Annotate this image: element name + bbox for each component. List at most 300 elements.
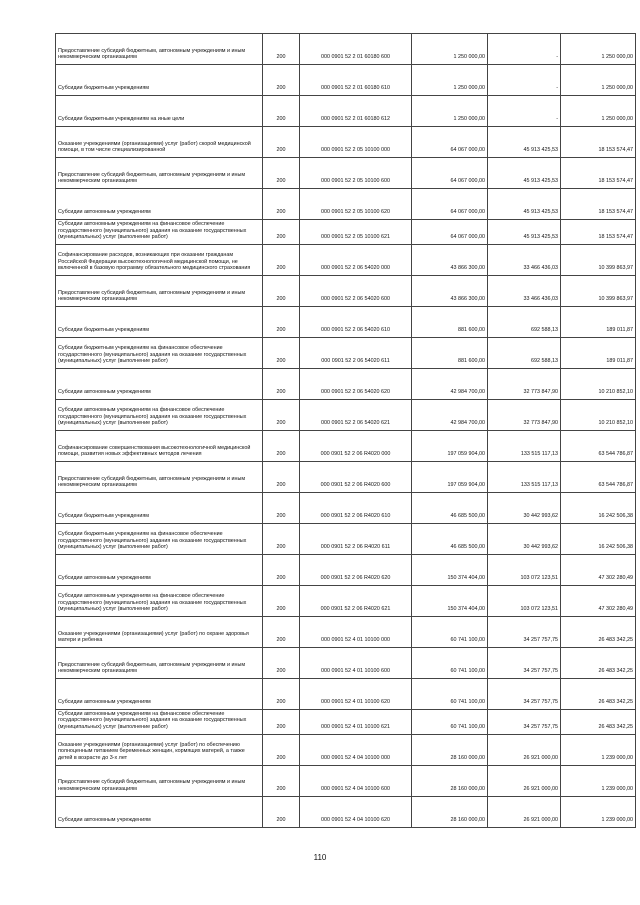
row-approved-amount-text: 881 600,00 <box>458 358 485 365</box>
row-unexecuted-amount-text: 1 250 000,00 <box>601 116 633 123</box>
row-name-cell <box>56 96 263 127</box>
row-admin-code-text: 200 <box>276 606 286 613</box>
row-unexecuted-amount-text: 47 302 280,49 <box>598 575 633 582</box>
row-approved-amount-cell <box>412 189 488 220</box>
row-budget-code-cell <box>300 430 412 461</box>
row-name-text: Субсидии бюджетным учреждениям <box>58 513 149 520</box>
table-row <box>56 734 636 765</box>
row-unexecuted-amount-text: 26 483 342,25 <box>598 637 633 644</box>
row-name-cell <box>56 65 263 96</box>
row-budget-code-text: 000 0901 52 4 01 10100 000 <box>321 637 390 644</box>
row-executed-amount-cell <box>488 554 561 585</box>
row-unexecuted-amount-text: 10 399 863,97 <box>598 296 633 303</box>
row-unexecuted-amount-text: 26 483 342,25 <box>598 723 633 730</box>
row-unexecuted-amount-cell <box>561 220 636 245</box>
row-name-text: Предоставление субсидий бюджетным, автономным учреждениям и иным некоммерческим организациям <box>58 171 246 185</box>
row-approved-amount-cell <box>412 734 488 765</box>
row-budget-code-cell <box>300 734 412 765</box>
row-admin-code-text: 200 <box>276 699 286 706</box>
row-executed-amount-cell <box>488 34 561 65</box>
row-name-cell <box>56 647 263 678</box>
row-budget-code-text: 000 0901 52 2 06 54020 621 <box>321 420 390 427</box>
row-unexecuted-amount-cell <box>561 647 636 678</box>
row-executed-amount-cell <box>488 399 561 430</box>
row-budget-code-text: 000 0901 52 2 06 R4020 610 <box>320 513 391 520</box>
row-name-text: Софинансирование расходов, возникающих при оказании гражданам Российской Федерации высокотехнологичной медицинской помощи, не включенной в базовую программу обязательного медицинского страхования <box>58 252 251 272</box>
row-approved-amount-text: 60 741 100,00 <box>450 637 485 644</box>
row-unexecuted-amount-cell <box>561 65 636 96</box>
table-row <box>56 158 636 189</box>
row-admin-code-cell <box>263 96 300 127</box>
row-unexecuted-amount-text: 26 483 342,25 <box>598 668 633 675</box>
row-unexecuted-amount-text: 18 153 574,47 <box>598 178 633 185</box>
row-unexecuted-amount-text: 47 302 280,49 <box>598 606 633 613</box>
row-approved-amount-cell <box>412 796 488 827</box>
row-approved-amount-text: 43 866 300,00 <box>450 296 485 303</box>
row-admin-code-cell <box>263 244 300 275</box>
row-admin-code-cell <box>263 275 300 306</box>
row-admin-code-text: 200 <box>276 85 286 92</box>
row-unexecuted-amount-text: 189 011,87 <box>606 327 633 334</box>
row-approved-amount-cell <box>412 523 488 554</box>
row-executed-amount-text: 32 773 847,90 <box>523 420 558 427</box>
row-name-cell <box>56 709 263 734</box>
row-executed-amount-text: 133 515 117,13 <box>520 482 558 489</box>
row-approved-amount-cell <box>412 306 488 337</box>
row-name-cell <box>56 523 263 554</box>
row-executed-amount-cell <box>488 585 561 616</box>
row-budget-code-cell <box>300 96 412 127</box>
row-executed-amount-cell <box>488 492 561 523</box>
row-admin-code-cell <box>263 220 300 245</box>
row-name-text: Предоставление субсидий бюджетным, автономным учреждениям и иным некоммерческим организациям <box>58 779 246 792</box>
row-name-cell <box>56 430 263 461</box>
row-name-text: Субсидии автономным учреждениям <box>58 575 151 582</box>
row-budget-code-text: 000 0901 52 4 01 10100 620 <box>321 699 390 706</box>
row-name-text: Субсидии бюджетным учреждениям <box>58 327 149 334</box>
row-admin-code-cell <box>263 585 300 616</box>
row-name-cell <box>56 678 263 709</box>
row-unexecuted-amount-cell <box>561 585 636 616</box>
row-unexecuted-amount-cell <box>561 189 636 220</box>
table-row <box>56 585 636 616</box>
table-row <box>56 189 636 220</box>
row-budget-code-text: 000 0901 52 4 04 10100 600 <box>321 785 390 792</box>
row-unexecuted-amount-cell <box>561 523 636 554</box>
row-unexecuted-amount-text: 1 250 000,00 <box>601 54 633 61</box>
row-admin-code-text: 200 <box>276 265 286 272</box>
table-row <box>56 275 636 306</box>
row-admin-code-cell <box>263 554 300 585</box>
row-executed-amount-text: - <box>556 116 558 123</box>
row-executed-amount-text: 45 913 425,53 <box>523 147 558 154</box>
table-row <box>56 127 636 158</box>
row-budget-code-cell <box>300 523 412 554</box>
row-approved-amount-cell <box>412 127 488 158</box>
row-approved-amount-text: 150 374 404,00 <box>447 606 485 613</box>
row-unexecuted-amount-cell <box>561 678 636 709</box>
row-approved-amount-text: 64 067 000,00 <box>450 147 485 154</box>
table-row <box>56 523 636 554</box>
row-executed-amount-cell <box>488 678 561 709</box>
row-budget-code-text: 000 0901 52 2 06 54020 600 <box>321 296 390 303</box>
row-approved-amount-cell <box>412 492 488 523</box>
row-budget-code-text: 000 0901 52 4 04 10100 620 <box>321 816 390 823</box>
row-approved-amount-cell <box>412 430 488 461</box>
row-name-cell <box>56 158 263 189</box>
table-body <box>56 34 636 828</box>
row-budget-code-cell <box>300 368 412 399</box>
row-name-text: Субсидии автономным учреждениям на финансовое обеспечение государственного (муниципального) задания на оказание государственных (муниципальных) услуг (выполнение работ) <box>58 407 247 427</box>
table-row <box>56 34 636 65</box>
row-budget-code-text: 000 0901 52 2 06 54020 620 <box>321 389 390 396</box>
row-executed-amount-cell <box>488 368 561 399</box>
row-admin-code-cell <box>263 461 300 492</box>
row-executed-amount-text: 26 921 000,00 <box>523 754 558 761</box>
row-approved-amount-cell <box>412 65 488 96</box>
row-admin-code-text: 200 <box>276 327 286 334</box>
row-approved-amount-text: 42 984 700,00 <box>450 420 485 427</box>
row-unexecuted-amount-cell <box>561 399 636 430</box>
row-unexecuted-amount-text: 16 242 506,38 <box>598 544 633 551</box>
row-name-cell <box>56 275 263 306</box>
row-approved-amount-text: 1 250 000,00 <box>453 116 485 123</box>
row-budget-code-text: 000 0901 52 2 06 54020 611 <box>321 358 390 365</box>
row-approved-amount-text: 60 741 100,00 <box>450 699 485 706</box>
row-approved-amount-text: 1 250 000,00 <box>453 54 485 61</box>
row-approved-amount-text: 28 160 000,00 <box>450 816 485 823</box>
row-budget-code-text: 000 0901 52 2 06 R4020 621 <box>320 606 391 613</box>
row-budget-code-cell <box>300 554 412 585</box>
row-unexecuted-amount-cell <box>561 492 636 523</box>
table-row <box>56 554 636 585</box>
row-executed-amount-cell <box>488 275 561 306</box>
row-unexecuted-amount-text: 1 239 000,00 <box>601 816 633 823</box>
row-unexecuted-amount-text: 18 153 574,47 <box>598 147 633 154</box>
row-name-cell <box>56 306 263 337</box>
row-admin-code-cell <box>263 127 300 158</box>
row-executed-amount-text: 103 072 123,51 <box>520 606 558 613</box>
row-admin-code-cell <box>263 734 300 765</box>
row-executed-amount-text: - <box>556 85 558 92</box>
row-name-cell <box>56 796 263 827</box>
row-executed-amount-text: 26 921 000,00 <box>523 785 558 792</box>
row-budget-code-cell <box>300 158 412 189</box>
row-approved-amount-cell <box>412 585 488 616</box>
row-name-text: Оказание учреждениями (организациями) услуг (работ) скорой медицинской помощи, в том числе специализированной <box>58 140 251 154</box>
row-budget-code-cell <box>300 709 412 734</box>
row-unexecuted-amount-cell <box>561 554 636 585</box>
row-budget-code-text: 000 0901 52 2 01 60180 610 <box>321 85 390 92</box>
row-executed-amount-text: 692 588,13 <box>531 327 558 334</box>
row-budget-code-cell <box>300 34 412 65</box>
row-unexecuted-amount-text: 10 210 852,10 <box>598 389 633 396</box>
row-admin-code-cell <box>263 65 300 96</box>
row-executed-amount-text: 33 466 436,03 <box>523 296 558 303</box>
row-unexecuted-amount-text: 18 153 574,47 <box>598 209 633 216</box>
row-budget-code-text: 000 0901 52 4 01 10100 621 <box>321 723 390 730</box>
row-name-text: Субсидии автономным учреждениям на финансовое обеспечение государственного (муниципального) задания на оказание государственных (муниципальных) услуг (выполнение работ) <box>58 710 247 730</box>
table-row <box>56 709 636 734</box>
table-row <box>56 96 636 127</box>
row-executed-amount-text: 34 257 757,75 <box>523 637 558 644</box>
table-row <box>56 368 636 399</box>
row-budget-code-text: 000 0901 52 2 06 54020 000 <box>321 265 390 272</box>
row-executed-amount-text: 26 921 000,00 <box>523 816 558 823</box>
row-admin-code-text: 200 <box>276 389 286 396</box>
table-row <box>56 430 636 461</box>
row-name-text: Субсидии автономным учреждениям <box>58 699 151 706</box>
row-admin-code-cell <box>263 523 300 554</box>
row-approved-amount-cell <box>412 34 488 65</box>
row-approved-amount-cell <box>412 399 488 430</box>
row-approved-amount-text: 197 059 904,00 <box>447 482 485 489</box>
row-budget-code-cell <box>300 275 412 306</box>
table-row <box>56 306 636 337</box>
row-budget-code-cell <box>300 492 412 523</box>
row-unexecuted-amount-cell <box>561 306 636 337</box>
row-name-cell <box>56 220 263 245</box>
row-approved-amount-text: 43 866 300,00 <box>450 265 485 272</box>
row-approved-amount-text: 60 741 100,00 <box>450 723 485 730</box>
row-name-text: Субсидии бюджетным учреждениям на финансовое обеспечение государственного (муниципального) задания на оказание государственных (муниципальных) услуг (выполнение работ) <box>58 531 247 551</box>
row-approved-amount-text: 197 059 904,00 <box>447 451 485 458</box>
row-budget-code-text: 000 0901 52 2 06 R4020 620 <box>320 575 391 582</box>
row-approved-amount-cell <box>412 368 488 399</box>
row-approved-amount-text: 64 067 000,00 <box>450 234 485 241</box>
row-admin-code-text: 200 <box>276 296 286 303</box>
row-admin-code-cell <box>263 709 300 734</box>
row-unexecuted-amount-cell <box>561 430 636 461</box>
table-row <box>56 765 636 796</box>
row-unexecuted-amount-cell <box>561 734 636 765</box>
row-executed-amount-text: 133 515 117,13 <box>520 451 558 458</box>
row-unexecuted-amount-text: 189 011,87 <box>606 358 633 365</box>
row-approved-amount-cell <box>412 616 488 647</box>
row-executed-amount-cell <box>488 461 561 492</box>
row-unexecuted-amount-text: 18 153 574,47 <box>598 234 633 241</box>
row-executed-amount-text: - <box>556 54 558 61</box>
row-name-text: Субсидии бюджетным учреждениям <box>58 85 149 92</box>
row-executed-amount-cell <box>488 158 561 189</box>
row-approved-amount-text: 64 067 000,00 <box>450 178 485 185</box>
row-approved-amount-text: 150 374 404,00 <box>447 575 485 582</box>
row-executed-amount-cell <box>488 734 561 765</box>
row-approved-amount-cell <box>412 220 488 245</box>
row-unexecuted-amount-cell <box>561 616 636 647</box>
row-name-cell <box>56 554 263 585</box>
row-executed-amount-cell <box>488 796 561 827</box>
row-executed-amount-text: 692 588,13 <box>531 358 558 365</box>
row-unexecuted-amount-cell <box>561 275 636 306</box>
row-executed-amount-cell <box>488 765 561 796</box>
table-row <box>56 616 636 647</box>
row-approved-amount-cell <box>412 678 488 709</box>
row-admin-code-cell <box>263 158 300 189</box>
row-admin-code-text: 200 <box>276 816 286 823</box>
row-executed-amount-cell <box>488 189 561 220</box>
budget-execution-table <box>55 33 636 828</box>
row-executed-amount-text: 34 257 757,75 <box>523 723 558 730</box>
row-unexecuted-amount-text: 10 399 863,97 <box>598 265 633 272</box>
row-unexecuted-amount-text: 16 242 506,38 <box>598 513 633 520</box>
row-budget-code-cell <box>300 796 412 827</box>
row-unexecuted-amount-cell <box>561 337 636 368</box>
row-admin-code-text: 200 <box>276 668 286 675</box>
row-name-cell <box>56 461 263 492</box>
row-name-text: Предоставление субсидий бюджетным, автономным учреждениям и иным некоммерческим организациям <box>58 661 246 675</box>
row-admin-code-cell <box>263 399 300 430</box>
row-admin-code-cell <box>263 430 300 461</box>
row-budget-code-cell <box>300 647 412 678</box>
row-budget-code-text: 000 0901 52 2 01 60180 600 <box>321 54 390 61</box>
row-approved-amount-cell <box>412 461 488 492</box>
row-unexecuted-amount-cell <box>561 368 636 399</box>
row-admin-code-text: 200 <box>276 234 286 241</box>
row-approved-amount-cell <box>412 554 488 585</box>
row-executed-amount-text: 34 257 757,75 <box>523 668 558 675</box>
table-row <box>56 647 636 678</box>
row-admin-code-text: 200 <box>276 513 286 520</box>
row-admin-code-text: 200 <box>276 482 286 489</box>
row-unexecuted-amount-text: 63 544 786,87 <box>598 451 633 458</box>
table-row <box>56 461 636 492</box>
row-budget-code-text: 000 0901 52 2 06 R4020 600 <box>320 482 391 489</box>
row-name-text: Предоставление субсидий бюджетным, автономным учреждениям и иным некоммерческим организациям <box>58 475 246 489</box>
row-name-text: Субсидии автономным учреждениям на финансовое обеспечение государственного (муниципального) задания на оказание государственных (муниципальных) услуг (выполнение работ) <box>58 593 247 613</box>
row-name-cell <box>56 616 263 647</box>
row-budget-code-cell <box>300 244 412 275</box>
row-approved-amount-text: 881 600,00 <box>458 327 485 334</box>
row-approved-amount-cell <box>412 158 488 189</box>
row-unexecuted-amount-text: 26 483 342,25 <box>598 699 633 706</box>
row-admin-code-cell <box>263 189 300 220</box>
row-name-cell <box>56 399 263 430</box>
row-admin-code-text: 200 <box>276 451 286 458</box>
row-admin-code-cell <box>263 796 300 827</box>
row-admin-code-cell <box>263 492 300 523</box>
row-unexecuted-amount-cell <box>561 461 636 492</box>
row-name-text: Оказание учреждениями (организациями) услуг (работ) по охране здоровья матери и ребенка <box>58 630 249 644</box>
row-executed-amount-cell <box>488 337 561 368</box>
row-unexecuted-amount-cell <box>561 96 636 127</box>
row-budget-code-text: 000 0901 52 4 01 10100 600 <box>321 668 390 675</box>
row-unexecuted-amount-cell <box>561 34 636 65</box>
row-approved-amount-cell <box>412 765 488 796</box>
row-budget-code-text: 000 0901 52 2 06 R4020 000 <box>320 451 391 458</box>
row-admin-code-text: 200 <box>276 785 286 792</box>
row-name-cell <box>56 492 263 523</box>
row-admin-code-text: 200 <box>276 147 286 154</box>
row-unexecuted-amount-text: 1 239 000,00 <box>601 754 633 761</box>
row-budget-code-text: 000 0901 52 2 05 10100 620 <box>321 209 390 216</box>
row-budget-code-text: 000 0901 52 2 05 10100 000 <box>321 147 390 154</box>
row-budget-code-cell <box>300 337 412 368</box>
row-executed-amount-text: 45 913 425,53 <box>523 178 558 185</box>
row-unexecuted-amount-text: 1 250 000,00 <box>601 85 633 92</box>
row-budget-code-cell <box>300 189 412 220</box>
row-approved-amount-text: 42 984 700,00 <box>450 389 485 396</box>
row-admin-code-cell <box>263 616 300 647</box>
row-admin-code-text: 200 <box>276 544 286 551</box>
row-executed-amount-text: 30 442 993,62 <box>523 513 558 520</box>
row-approved-amount-cell <box>412 709 488 734</box>
row-executed-amount-text: 45 913 425,53 <box>523 209 558 216</box>
row-budget-code-cell <box>300 399 412 430</box>
row-name-text: Субсидии бюджетным учреждениям на финансовое обеспечение государственного (муниципального) задания на оказание государственных (муниципальных) услуг (выполнение работ) <box>58 345 247 365</box>
table-row <box>56 65 636 96</box>
row-executed-amount-cell <box>488 96 561 127</box>
row-name-cell <box>56 189 263 220</box>
row-executed-amount-cell <box>488 430 561 461</box>
row-unexecuted-amount-text: 10 210 852,10 <box>598 420 633 427</box>
row-name-cell <box>56 34 263 65</box>
row-name-text: Субсидии автономным учреждениям на финансовое обеспечение государственного (муниципального) задания на оказание государственных (муниципальных) услуг (выполнение работ) <box>58 221 247 241</box>
row-budget-code-text: 000 0901 52 2 05 10100 600 <box>321 178 390 185</box>
row-name-cell <box>56 337 263 368</box>
table-row <box>56 244 636 275</box>
row-budget-code-text: 000 0901 52 4 04 10100 000 <box>321 754 390 761</box>
row-budget-code-text: 000 0901 52 2 01 60180 612 <box>321 116 390 123</box>
row-approved-amount-cell <box>412 647 488 678</box>
row-approved-amount-cell <box>412 96 488 127</box>
row-approved-amount-text: 46 685 500,00 <box>450 513 485 520</box>
row-admin-code-text: 200 <box>276 54 286 61</box>
row-budget-code-cell <box>300 461 412 492</box>
row-executed-amount-text: 30 442 993,62 <box>523 544 558 551</box>
row-unexecuted-amount-cell <box>561 796 636 827</box>
row-unexecuted-amount-cell <box>561 765 636 796</box>
row-executed-amount-cell <box>488 65 561 96</box>
row-admin-code-text: 200 <box>276 358 286 365</box>
row-name-text: Софинансирование совершенствования высокотехнологичной медицинской помощи, развития новых эффективных методов лечения <box>58 444 251 458</box>
row-admin-code-text: 200 <box>276 575 286 582</box>
row-budget-code-cell <box>300 678 412 709</box>
row-executed-amount-cell <box>488 244 561 275</box>
row-name-cell <box>56 368 263 399</box>
table-row <box>56 337 636 368</box>
row-admin-code-cell <box>263 765 300 796</box>
row-admin-code-cell <box>263 34 300 65</box>
table-row <box>56 399 636 430</box>
row-name-cell <box>56 585 263 616</box>
row-admin-code-text: 200 <box>276 754 286 761</box>
row-approved-amount-cell <box>412 275 488 306</box>
row-admin-code-cell <box>263 678 300 709</box>
row-budget-code-text: 000 0901 52 2 06 54020 610 <box>321 327 390 334</box>
row-executed-amount-cell <box>488 220 561 245</box>
row-unexecuted-amount-text: 1 239 000,00 <box>601 785 633 792</box>
row-name-cell <box>56 765 263 796</box>
row-executed-amount-text: 103 072 123,51 <box>520 575 558 582</box>
row-budget-code-cell <box>300 306 412 337</box>
row-unexecuted-amount-cell <box>561 244 636 275</box>
row-admin-code-cell <box>263 368 300 399</box>
row-admin-code-text: 200 <box>276 116 286 123</box>
row-name-text: Предоставление субсидий бюджетным, автономным учреждениям и иным некоммерческим организациям <box>58 47 246 61</box>
row-approved-amount-text: 28 160 000,00 <box>450 785 485 792</box>
row-executed-amount-cell <box>488 306 561 337</box>
row-executed-amount-cell <box>488 523 561 554</box>
row-admin-code-text: 200 <box>276 723 286 730</box>
row-approved-amount-text: 46 685 500,00 <box>450 544 485 551</box>
row-executed-amount-text: 32 773 847,90 <box>523 389 558 396</box>
row-approved-amount-text: 1 250 000,00 <box>453 85 485 92</box>
row-name-text: Предоставление субсидий бюджетным, автономным учреждениям и иным некоммерческим организациям <box>58 289 246 303</box>
row-approved-amount-cell <box>412 244 488 275</box>
row-unexecuted-amount-cell <box>561 158 636 189</box>
row-name-cell <box>56 127 263 158</box>
